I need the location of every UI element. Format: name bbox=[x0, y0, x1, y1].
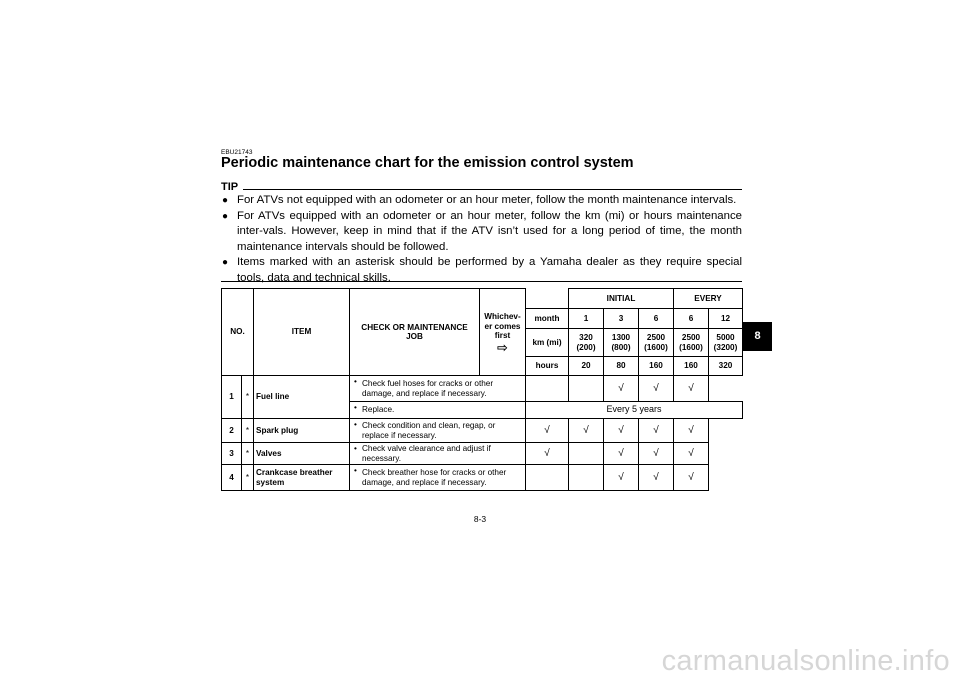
asterisk-mark: * bbox=[242, 443, 254, 465]
tip-divider bbox=[243, 189, 742, 190]
mi-value: (3200) bbox=[713, 342, 738, 352]
header-whichever bbox=[480, 289, 526, 376]
interval-check: √ bbox=[674, 465, 709, 491]
asterisk-mark: * bbox=[242, 376, 254, 419]
job-text: • Check condition and clean, regap, or replace if necessary. bbox=[350, 419, 526, 443]
km-cell bbox=[604, 329, 639, 357]
header-job: CHECK OR MAINTENANCE JOB bbox=[350, 289, 480, 376]
interval-check: √ bbox=[674, 419, 709, 443]
row-number: 2 bbox=[222, 419, 242, 443]
mi-value: (1600) bbox=[679, 342, 703, 352]
header-blank bbox=[526, 289, 569, 309]
tip-item bbox=[221, 193, 742, 209]
interval-check: √ bbox=[674, 443, 709, 465]
interval-check: √ bbox=[526, 443, 569, 465]
header-every: EVERY bbox=[674, 289, 743, 309]
item-name: Spark plug bbox=[254, 419, 350, 443]
header-item: ITEM bbox=[254, 289, 350, 376]
row-number: 1 bbox=[222, 376, 242, 419]
asterisk-mark: * bbox=[242, 419, 254, 443]
bullet-icon: ● bbox=[222, 257, 229, 268]
job-text: • Check valve clearance and adjust if necessary. bbox=[350, 443, 526, 465]
section-tab: 8 bbox=[743, 322, 772, 351]
whichever-text: Whichev-er comes first bbox=[484, 312, 521, 340]
tip-header bbox=[221, 181, 742, 193]
tip-end-divider bbox=[221, 281, 742, 282]
km-value: 2500 bbox=[681, 333, 701, 342]
job-text: • Check breather hose for cracks or other damage, and replace if necessary. bbox=[350, 465, 526, 491]
interval-check: √ bbox=[569, 419, 604, 443]
month-cell: 6 bbox=[639, 309, 674, 329]
km-cell bbox=[569, 329, 604, 357]
page-title: Periodic maintenance chart for the emission control system bbox=[221, 155, 634, 171]
label-hours: hours bbox=[526, 357, 569, 376]
mi-value: (1600) bbox=[644, 342, 668, 352]
hours-cell: 80 bbox=[604, 357, 639, 376]
km-value: 2500 bbox=[646, 333, 666, 342]
tip-text: For ATVs not equipped with an odometer or an hour meter, follow the month maintenance intervals. bbox=[237, 194, 737, 206]
interval-check: √ bbox=[639, 419, 674, 443]
hours-cell: 320 bbox=[709, 357, 743, 376]
interval-check bbox=[569, 376, 604, 402]
interval-check: √ bbox=[604, 419, 639, 443]
maintenance-chart bbox=[221, 288, 743, 491]
km-cell bbox=[674, 329, 709, 357]
hours-cell: 160 bbox=[639, 357, 674, 376]
km-cell bbox=[639, 329, 674, 357]
interval-check: √ bbox=[604, 443, 639, 465]
km-value: 320 bbox=[579, 333, 593, 342]
month-cell: 1 bbox=[569, 309, 604, 329]
hours-cell: 160 bbox=[674, 357, 709, 376]
page-number: 8-3 bbox=[473, 514, 487, 524]
month-cell: 12 bbox=[709, 309, 743, 329]
header-initial: INITIAL bbox=[569, 289, 674, 309]
hours-cell: 20 bbox=[569, 357, 604, 376]
document-code: EBU21743 bbox=[221, 149, 253, 156]
tip-item bbox=[221, 209, 742, 256]
interval-check: √ bbox=[674, 376, 709, 402]
table-row bbox=[222, 419, 743, 443]
month-cell: 6 bbox=[674, 309, 709, 329]
tip-list bbox=[221, 193, 742, 286]
interval-check bbox=[569, 465, 604, 491]
interval-check bbox=[526, 376, 569, 402]
interval-check bbox=[569, 443, 604, 465]
interval-check: √ bbox=[639, 376, 674, 402]
label-km: km (mi) bbox=[526, 329, 569, 357]
asterisk-mark: * bbox=[242, 465, 254, 491]
row-number: 3 bbox=[222, 443, 242, 465]
tip-label: TIP bbox=[221, 181, 239, 193]
bullet-icon: ● bbox=[222, 195, 229, 206]
item-name: Fuel line bbox=[254, 376, 350, 419]
item-name: Valves bbox=[254, 443, 350, 465]
arrow-right-icon: ⇨ bbox=[497, 339, 508, 355]
month-cell: 3 bbox=[604, 309, 639, 329]
km-value: 1300 bbox=[611, 333, 631, 342]
km-value: 5000 bbox=[716, 333, 735, 342]
table-row bbox=[222, 443, 743, 465]
header-no: NO. bbox=[222, 289, 254, 376]
km-cell bbox=[709, 329, 743, 357]
interval-span: Every 5 years bbox=[526, 402, 743, 419]
watermark: carmanualsonline.info bbox=[661, 645, 950, 677]
tip-text: For ATVs equipped with an odometer or an hour meter, follow the km (mi) or hours maintenance inter-vals. However, keep in mind that if the ATV isn’t used for a long period of time, the month maintenance intervals should be followed. bbox=[237, 209, 742, 253]
label-month: month bbox=[526, 309, 569, 329]
interval-check: √ bbox=[639, 443, 674, 465]
interval-check: √ bbox=[526, 419, 569, 443]
interval-check: √ bbox=[604, 376, 639, 402]
table-row bbox=[222, 465, 743, 491]
interval-check: √ bbox=[604, 465, 639, 491]
tip-text: Items marked with an asterisk should be performed by a Yamaha dealer as they require special tools, data and technical skills. bbox=[237, 256, 742, 284]
table-row bbox=[222, 376, 743, 402]
interval-check bbox=[526, 465, 569, 491]
mi-value: (200) bbox=[576, 342, 596, 352]
mi-value: (800) bbox=[611, 342, 631, 352]
job-text: • Replace. bbox=[350, 402, 526, 419]
job-text: • Check fuel hoses for cracks or other damage, and replace if necessary. bbox=[350, 376, 526, 402]
bullet-icon: ● bbox=[222, 210, 229, 222]
row-number: 4 bbox=[222, 465, 242, 491]
item-name: Crankcase breather system bbox=[254, 465, 350, 491]
interval-check: √ bbox=[639, 465, 674, 491]
